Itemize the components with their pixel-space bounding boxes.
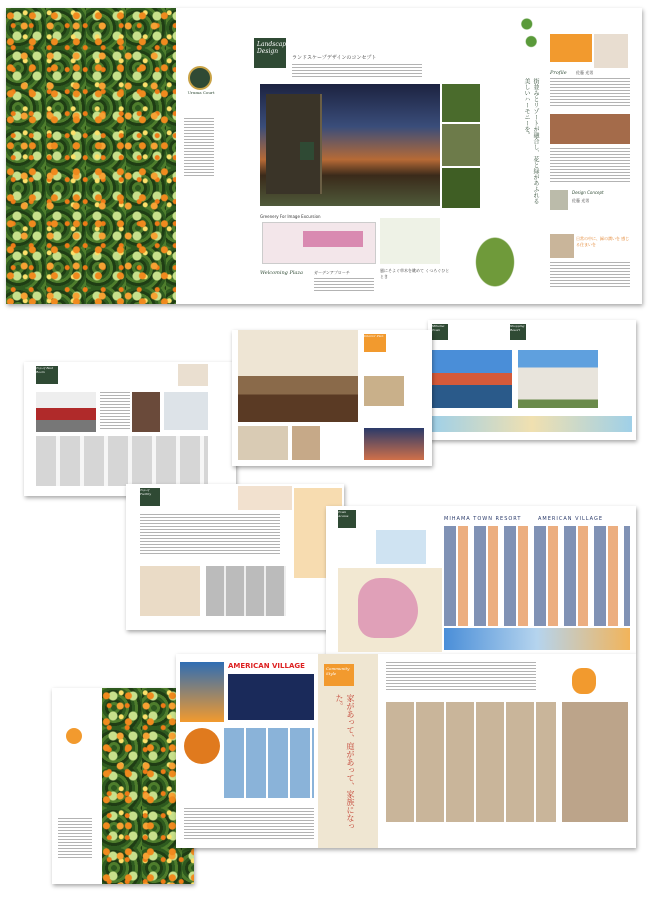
sketch-illustration	[380, 218, 440, 264]
bath-items-photo	[178, 364, 208, 386]
facility-tag: Top of Facility	[140, 488, 160, 506]
mascot-illustration	[572, 668, 596, 694]
ferris-wheel-photo	[444, 628, 630, 650]
company-logo-icon	[66, 728, 82, 744]
vertical-copy: 街並みとリゾートが融合し、花と緑があふれる美しいハーモニーを。	[523, 78, 539, 204]
landscape-design-tag: Landscape Design	[254, 38, 286, 68]
concept-quote: 日常の中に、緑の潤いを 感じる住まいを	[576, 236, 630, 247]
profile-label: Profile	[550, 70, 567, 76]
location-tag: Mihama Town	[432, 324, 448, 340]
living-room-photo	[238, 330, 358, 422]
award-photos	[550, 114, 630, 144]
garden-photo-2	[442, 124, 480, 166]
back-cover-page	[52, 688, 100, 884]
sofa-photo	[364, 376, 404, 406]
location-tag-2: Shopping Resort	[510, 324, 526, 340]
okinawa-map	[338, 568, 442, 652]
brochure-spread-facility	[126, 484, 344, 630]
plant-illustration	[462, 220, 528, 290]
american-village-panel	[180, 658, 314, 844]
garden-photo-3	[442, 168, 480, 208]
town-access-tag: Town Access	[338, 510, 356, 528]
designer-portrait-2	[550, 190, 568, 210]
village-text	[184, 808, 314, 840]
landscape-page	[230, 8, 642, 304]
designer-portrait	[594, 34, 628, 68]
brochure-spread-location	[428, 320, 636, 440]
ferris-wheel-night-photo	[228, 674, 314, 720]
orange-circle-photo	[184, 728, 220, 764]
brochure-spread-community	[176, 654, 636, 848]
caption-approach: ガーデンアプローチ	[314, 270, 350, 275]
red-kitchen-photo	[36, 392, 96, 432]
designer-name: 佐藤 光男	[572, 198, 590, 203]
cover-green-wall-photo	[6, 8, 176, 304]
room-thumb-1	[238, 426, 288, 460]
community-vertical-copy: 家があって、庭があって、家族になった。	[335, 694, 355, 830]
landscape-heading: ランドスケープデザインのコンセプト	[292, 55, 377, 61]
town-illustration-strip	[432, 416, 632, 432]
brochure-spread-back-cover	[52, 688, 194, 884]
company-info	[58, 818, 92, 858]
equipment-photos	[206, 566, 286, 616]
palm-sunset-photo	[180, 662, 224, 722]
shop-directory-grid	[444, 526, 630, 626]
clover-decoration	[518, 14, 540, 64]
american-village-title-text: AMERICAN VILLAGE	[228, 662, 305, 670]
caption-welcome: Welcoming Plaza	[260, 270, 304, 276]
brand-emblem-icon	[188, 66, 212, 90]
bathroom-photo	[164, 392, 208, 430]
award-text	[550, 148, 630, 182]
shopping-resort-photo	[432, 350, 512, 408]
building-night-photo	[260, 84, 440, 206]
facility-text	[140, 514, 280, 554]
ocean-view-photo	[364, 428, 424, 460]
community-text	[386, 662, 536, 692]
family-photo	[238, 486, 292, 510]
caption-relax: 風にそよぐ草木を眺めて くつろぐひととき	[380, 268, 450, 279]
design-concept-label: Design Concept	[572, 190, 604, 195]
community-style-tag: Community Style	[324, 664, 354, 686]
interior-plan-tag: Interior Plan	[364, 334, 386, 352]
profile-name: 佐藤 光男	[576, 70, 594, 75]
concept-text	[550, 262, 630, 288]
kitchen-text	[100, 392, 130, 430]
equipment-grid	[36, 436, 208, 486]
brochure-spread-access	[326, 506, 636, 654]
room-thumb-2	[292, 426, 320, 460]
profile-text	[550, 78, 630, 108]
brochure-spread-living	[232, 330, 432, 466]
approach-text	[314, 278, 374, 292]
island-map-inset	[376, 530, 426, 564]
garden-photo-1	[442, 84, 480, 122]
site-plan-image	[262, 222, 376, 264]
mihama-town-resort-title: MIHAMA TOWN RESORT	[444, 516, 522, 522]
brand-name: Uruma Court	[187, 90, 215, 95]
housing-photo-grid	[386, 702, 556, 822]
cover-vertical-text	[184, 118, 214, 178]
brand-sign-icon	[300, 142, 314, 160]
cover-inner-page	[176, 8, 224, 304]
room-photo-column	[562, 702, 628, 822]
brochure-spread-landscape	[6, 8, 642, 304]
door-photo	[132, 392, 160, 432]
apartment-building-photo	[518, 350, 598, 408]
caption-greenery: Greenery For Image Excursion	[260, 214, 321, 219]
best-room-tag: Top of Best Room	[36, 366, 58, 384]
facility-diagram	[140, 566, 200, 616]
intro-text	[292, 64, 422, 78]
brochure-spread-interior	[24, 362, 236, 496]
room-photo	[550, 234, 574, 258]
american-village-title: AMERICAN VILLAGE	[538, 516, 604, 522]
profile-tag	[550, 34, 592, 62]
community-beige-panel	[318, 654, 378, 848]
village-photo-grid	[224, 728, 314, 798]
